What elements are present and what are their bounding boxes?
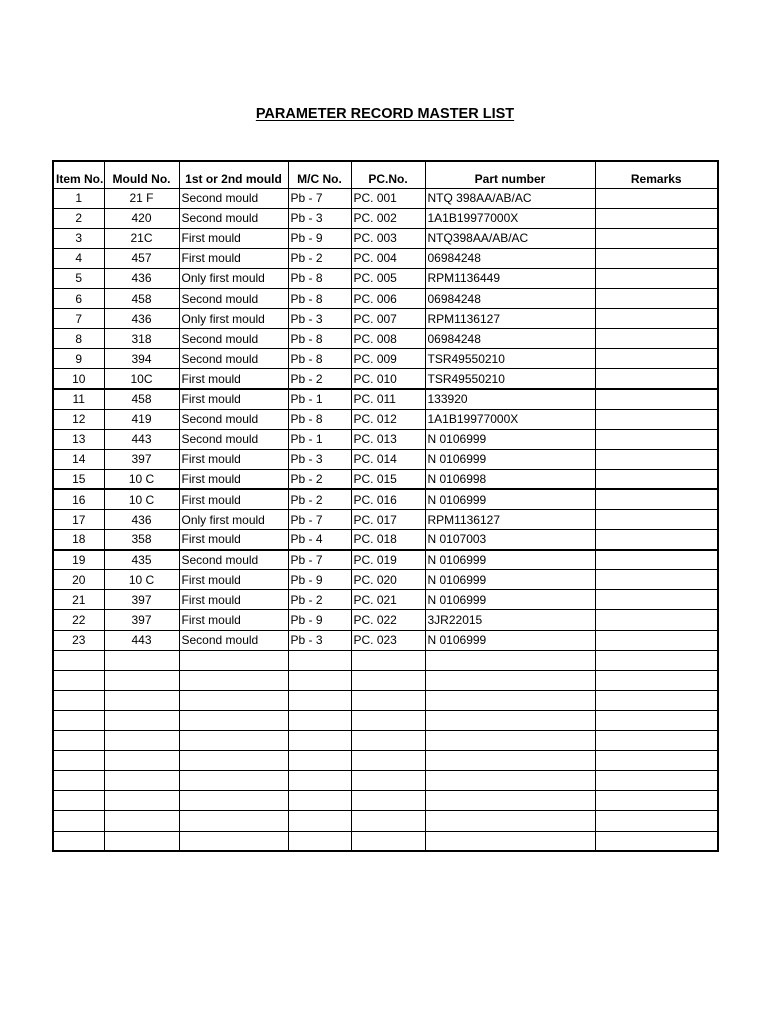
cell-mould-type: Only first mould	[179, 510, 288, 530]
cell-remarks	[595, 630, 718, 650]
cell-part-number	[425, 731, 595, 751]
cell-mc-no: Pb - 8	[288, 409, 351, 429]
table-header-row	[53, 161, 718, 188]
cell-pc-no	[351, 791, 425, 811]
cell-mould-type: First mould	[179, 389, 288, 409]
table-row	[53, 771, 718, 791]
table-row	[53, 288, 718, 308]
cell-part-number: N 0106998	[425, 469, 595, 489]
cell-item-no: 7	[53, 309, 104, 329]
cell-mould-type	[179, 771, 288, 791]
cell-mc-no	[288, 690, 351, 710]
cell-part-number	[425, 771, 595, 791]
cell-remarks	[595, 731, 718, 751]
cell-mould-type: Second mould	[179, 409, 288, 429]
cell-remarks	[595, 831, 718, 851]
cell-pc-no: PC. 019	[351, 550, 425, 570]
cell-part-number: RPM1136127	[425, 510, 595, 530]
cell-mc-no	[288, 650, 351, 670]
cell-mc-no: Pb - 8	[288, 268, 351, 288]
cell-mould-no: 397	[104, 449, 179, 469]
cell-mc-no	[288, 731, 351, 751]
cell-pc-no	[351, 710, 425, 730]
cell-part-number: 133920	[425, 389, 595, 409]
cell-mould-type	[179, 751, 288, 771]
cell-part-number	[425, 690, 595, 710]
parameter-record-table	[52, 160, 719, 852]
cell-mc-no	[288, 791, 351, 811]
cell-item-no	[53, 751, 104, 771]
table-row	[53, 449, 718, 469]
cell-remarks	[595, 751, 718, 771]
cell-pc-no: PC. 021	[351, 590, 425, 610]
table-row	[53, 710, 718, 730]
cell-remarks	[595, 670, 718, 690]
cell-mc-no	[288, 710, 351, 730]
cell-mc-no: Pb - 1	[288, 389, 351, 409]
table-row	[53, 731, 718, 751]
cell-mc-no: Pb - 9	[288, 228, 351, 248]
cell-part-number: N 0106999	[425, 429, 595, 449]
cell-mould-no	[104, 670, 179, 690]
cell-mc-no: Pb - 4	[288, 530, 351, 550]
cell-mc-no	[288, 751, 351, 771]
cell-item-no: 18	[53, 530, 104, 550]
cell-mc-no: Pb - 2	[288, 369, 351, 389]
cell-part-number	[425, 751, 595, 771]
cell-remarks	[595, 650, 718, 670]
table-row	[53, 369, 718, 389]
table-row	[53, 248, 718, 268]
cell-mould-no	[104, 710, 179, 730]
cell-part-number: 3JR22015	[425, 610, 595, 630]
table-row	[53, 510, 718, 530]
cell-item-no: 5	[53, 268, 104, 288]
cell-mould-no: 436	[104, 309, 179, 329]
cell-remarks	[595, 429, 718, 449]
cell-item-no: 19	[53, 550, 104, 570]
cell-part-number: 06984248	[425, 329, 595, 349]
cell-pc-no	[351, 751, 425, 771]
table-body	[53, 188, 718, 851]
table-row	[53, 590, 718, 610]
cell-mould-type: Second mould	[179, 550, 288, 570]
cell-mould-type: First mould	[179, 590, 288, 610]
table-row	[53, 188, 718, 208]
cell-mould-no	[104, 771, 179, 791]
cell-mc-no: Pb - 2	[288, 248, 351, 268]
cell-pc-no: PC. 015	[351, 469, 425, 489]
cell-item-no: 17	[53, 510, 104, 530]
table-row	[53, 329, 718, 349]
cell-mould-type: Only first mould	[179, 268, 288, 288]
cell-mould-no: 394	[104, 349, 179, 369]
cell-part-number: 06984248	[425, 288, 595, 308]
table-row	[53, 489, 718, 509]
cell-mould-no	[104, 690, 179, 710]
cell-mould-no: 458	[104, 389, 179, 409]
cell-remarks	[595, 610, 718, 630]
cell-mould-no: 458	[104, 288, 179, 308]
cell-pc-no: PC. 020	[351, 570, 425, 590]
cell-mould-no: 358	[104, 530, 179, 550]
table-row	[53, 268, 718, 288]
cell-mould-no: 443	[104, 630, 179, 650]
cell-mc-no: Pb - 3	[288, 309, 351, 329]
cell-mould-type: First mould	[179, 449, 288, 469]
cell-part-number: NTQ398AA/AB/AC	[425, 228, 595, 248]
cell-part-number: RPM1136127	[425, 309, 595, 329]
cell-mould-type: Second mould	[179, 630, 288, 650]
cell-mould-type: Second mould	[179, 188, 288, 208]
cell-remarks	[595, 268, 718, 288]
cell-remarks	[595, 208, 718, 228]
header-remarks: Remarks	[595, 161, 718, 188]
cell-item-no	[53, 731, 104, 751]
cell-mould-no: 436	[104, 268, 179, 288]
cell-pc-no: PC. 004	[351, 248, 425, 268]
header-pc-no: PC.No.	[351, 161, 425, 188]
header-mould-no: Mould No.	[104, 161, 179, 188]
cell-item-no: 3	[53, 228, 104, 248]
table-row	[53, 610, 718, 630]
cell-remarks	[595, 248, 718, 268]
cell-mould-type	[179, 831, 288, 851]
page-title: PARAMETER RECORD MASTER LIST	[255, 106, 515, 122]
cell-mould-no: 10 C	[104, 469, 179, 489]
cell-mould-type: First mould	[179, 610, 288, 630]
cell-item-no	[53, 791, 104, 811]
header-mould-type: 1st or 2nd mould	[179, 161, 288, 188]
cell-mould-type: Second mould	[179, 208, 288, 228]
cell-mould-type: Second mould	[179, 429, 288, 449]
cell-part-number: N 0107003	[425, 530, 595, 550]
cell-mould-type: Second mould	[179, 288, 288, 308]
cell-mould-type	[179, 710, 288, 730]
cell-remarks	[595, 349, 718, 369]
cell-remarks	[595, 449, 718, 469]
cell-pc-no: PC. 014	[351, 449, 425, 469]
cell-pc-no	[351, 670, 425, 690]
header-part-number: Part number	[425, 161, 595, 188]
cell-mould-no: 10 C	[104, 489, 179, 509]
cell-mould-no: 443	[104, 429, 179, 449]
cell-mould-type: First mould	[179, 469, 288, 489]
cell-mould-no: 397	[104, 590, 179, 610]
cell-pc-no	[351, 690, 425, 710]
cell-part-number: 1A1B19977000X	[425, 208, 595, 228]
cell-mc-no: Pb - 1	[288, 429, 351, 449]
cell-pc-no	[351, 831, 425, 851]
cell-remarks	[595, 389, 718, 409]
cell-pc-no: PC. 009	[351, 349, 425, 369]
cell-pc-no: PC. 022	[351, 610, 425, 630]
cell-item-no: 6	[53, 288, 104, 308]
cell-mould-no	[104, 831, 179, 851]
header-mc-no: M/C No.	[288, 161, 351, 188]
cell-item-no: 20	[53, 570, 104, 590]
table-row	[53, 309, 718, 329]
cell-pc-no: PC. 016	[351, 489, 425, 509]
cell-mould-type: Second mould	[179, 349, 288, 369]
cell-item-no: 13	[53, 429, 104, 449]
cell-pc-no: PC. 001	[351, 188, 425, 208]
cell-remarks	[595, 369, 718, 389]
cell-mc-no: Pb - 2	[288, 469, 351, 489]
cell-mc-no: Pb - 3	[288, 449, 351, 469]
cell-mould-no: 318	[104, 329, 179, 349]
table-row	[53, 469, 718, 489]
cell-item-no	[53, 670, 104, 690]
cell-pc-no: PC. 013	[351, 429, 425, 449]
cell-remarks	[595, 570, 718, 590]
cell-part-number: N 0106999	[425, 630, 595, 650]
cell-item-no: 10	[53, 369, 104, 389]
cell-part-number: N 0106999	[425, 570, 595, 590]
cell-mould-type	[179, 690, 288, 710]
cell-remarks	[595, 309, 718, 329]
cell-part-number	[425, 670, 595, 690]
cell-remarks	[595, 590, 718, 610]
table-row	[53, 530, 718, 550]
cell-mould-type: Only first mould	[179, 309, 288, 329]
cell-mould-no	[104, 751, 179, 771]
cell-item-no	[53, 771, 104, 791]
cell-item-no: 21	[53, 590, 104, 610]
table-row	[53, 208, 718, 228]
cell-item-no: 9	[53, 349, 104, 369]
cell-pc-no: PC. 017	[351, 510, 425, 530]
cell-mould-no: 10C	[104, 369, 179, 389]
table-row	[53, 811, 718, 831]
cell-item-no	[53, 710, 104, 730]
cell-part-number	[425, 831, 595, 851]
cell-part-number: N 0106999	[425, 550, 595, 570]
cell-part-number: TSR49550210	[425, 369, 595, 389]
cell-mc-no	[288, 831, 351, 851]
cell-part-number: N 0106999	[425, 489, 595, 509]
cell-item-no: 16	[53, 489, 104, 509]
cell-pc-no: PC. 005	[351, 268, 425, 288]
cell-pc-no	[351, 771, 425, 791]
cell-mould-no: 10 C	[104, 570, 179, 590]
table-row	[53, 670, 718, 690]
cell-pc-no: PC. 012	[351, 409, 425, 429]
cell-part-number	[425, 791, 595, 811]
cell-mould-type: First mould	[179, 228, 288, 248]
cell-mould-type	[179, 670, 288, 690]
cell-remarks	[595, 550, 718, 570]
cell-mould-type: First mould	[179, 248, 288, 268]
cell-mould-type: First mould	[179, 369, 288, 389]
cell-mc-no: Pb - 7	[288, 550, 351, 570]
cell-mould-no: 435	[104, 550, 179, 570]
cell-mould-type	[179, 811, 288, 831]
cell-pc-no: PC. 002	[351, 208, 425, 228]
cell-item-no	[53, 690, 104, 710]
table-row	[53, 389, 718, 409]
cell-remarks	[595, 710, 718, 730]
cell-mould-type	[179, 731, 288, 751]
cell-pc-no: PC. 023	[351, 630, 425, 650]
cell-remarks	[595, 228, 718, 248]
cell-pc-no	[351, 811, 425, 831]
cell-part-number: 06984248	[425, 248, 595, 268]
cell-pc-no: PC. 006	[351, 288, 425, 308]
cell-mould-no: 21C	[104, 228, 179, 248]
table-row	[53, 550, 718, 570]
cell-part-number: N 0106999	[425, 449, 595, 469]
cell-remarks	[595, 811, 718, 831]
cell-item-no	[53, 831, 104, 851]
table-row	[53, 349, 718, 369]
cell-item-no: 8	[53, 329, 104, 349]
cell-mc-no: Pb - 2	[288, 489, 351, 509]
table-row	[53, 791, 718, 811]
cell-mould-no: 419	[104, 409, 179, 429]
header-item-no: Item No.	[53, 161, 104, 188]
cell-mould-no: 420	[104, 208, 179, 228]
cell-mc-no	[288, 771, 351, 791]
table-row	[53, 690, 718, 710]
cell-mould-no: 457	[104, 248, 179, 268]
cell-item-no: 15	[53, 469, 104, 489]
cell-part-number: TSR49550210	[425, 349, 595, 369]
cell-remarks	[595, 510, 718, 530]
cell-mc-no: Pb - 9	[288, 570, 351, 590]
cell-mould-type: First mould	[179, 530, 288, 550]
cell-pc-no: PC. 007	[351, 309, 425, 329]
table-row	[53, 228, 718, 248]
cell-mc-no	[288, 670, 351, 690]
cell-part-number: NTQ 398AA/AB/AC	[425, 188, 595, 208]
table-row	[53, 409, 718, 429]
cell-remarks	[595, 329, 718, 349]
cell-item-no: 4	[53, 248, 104, 268]
cell-mould-no	[104, 811, 179, 831]
cell-mc-no: Pb - 2	[288, 590, 351, 610]
cell-remarks	[595, 489, 718, 509]
cell-pc-no: PC. 003	[351, 228, 425, 248]
cell-pc-no: PC. 011	[351, 389, 425, 409]
cell-remarks	[595, 409, 718, 429]
cell-item-no: 22	[53, 610, 104, 630]
cell-mould-no: 21 F	[104, 188, 179, 208]
cell-part-number	[425, 650, 595, 670]
cell-part-number: N 0106999	[425, 590, 595, 610]
cell-mc-no: Pb - 8	[288, 288, 351, 308]
cell-remarks	[595, 288, 718, 308]
cell-remarks	[595, 791, 718, 811]
cell-item-no: 23	[53, 630, 104, 650]
cell-item-no: 14	[53, 449, 104, 469]
cell-pc-no: PC. 010	[351, 369, 425, 389]
cell-mould-no: 436	[104, 510, 179, 530]
cell-pc-no	[351, 650, 425, 670]
cell-part-number	[425, 811, 595, 831]
cell-item-no: 12	[53, 409, 104, 429]
table-row	[53, 630, 718, 650]
cell-mc-no: Pb - 9	[288, 610, 351, 630]
cell-remarks	[595, 530, 718, 550]
cell-mc-no: Pb - 8	[288, 329, 351, 349]
cell-remarks	[595, 469, 718, 489]
cell-mc-no	[288, 811, 351, 831]
cell-mould-type: Second mould	[179, 329, 288, 349]
cell-mould-type: First mould	[179, 570, 288, 590]
cell-item-no: 2	[53, 208, 104, 228]
cell-item-no	[53, 811, 104, 831]
cell-pc-no: PC. 018	[351, 530, 425, 550]
cell-item-no: 11	[53, 389, 104, 409]
cell-mould-type	[179, 791, 288, 811]
table-row	[53, 570, 718, 590]
cell-mould-type: First mould	[179, 489, 288, 509]
cell-item-no	[53, 650, 104, 670]
table-row	[53, 429, 718, 449]
cell-mc-no: Pb - 3	[288, 208, 351, 228]
cell-mould-no	[104, 791, 179, 811]
cell-mould-no	[104, 650, 179, 670]
table-row	[53, 831, 718, 851]
cell-mc-no: Pb - 8	[288, 349, 351, 369]
cell-pc-no: PC. 008	[351, 329, 425, 349]
cell-mould-no	[104, 731, 179, 751]
cell-mc-no: Pb - 7	[288, 510, 351, 530]
cell-mould-type	[179, 650, 288, 670]
cell-part-number: RPM1136449	[425, 268, 595, 288]
table-row	[53, 650, 718, 670]
cell-mould-no: 397	[104, 610, 179, 630]
cell-remarks	[595, 188, 718, 208]
cell-part-number	[425, 710, 595, 730]
cell-part-number: 1A1B19977000X	[425, 409, 595, 429]
cell-mc-no: Pb - 7	[288, 188, 351, 208]
cell-item-no: 1	[53, 188, 104, 208]
cell-remarks	[595, 771, 718, 791]
cell-remarks	[595, 690, 718, 710]
cell-pc-no	[351, 731, 425, 751]
cell-mc-no: Pb - 3	[288, 630, 351, 650]
table-row	[53, 751, 718, 771]
